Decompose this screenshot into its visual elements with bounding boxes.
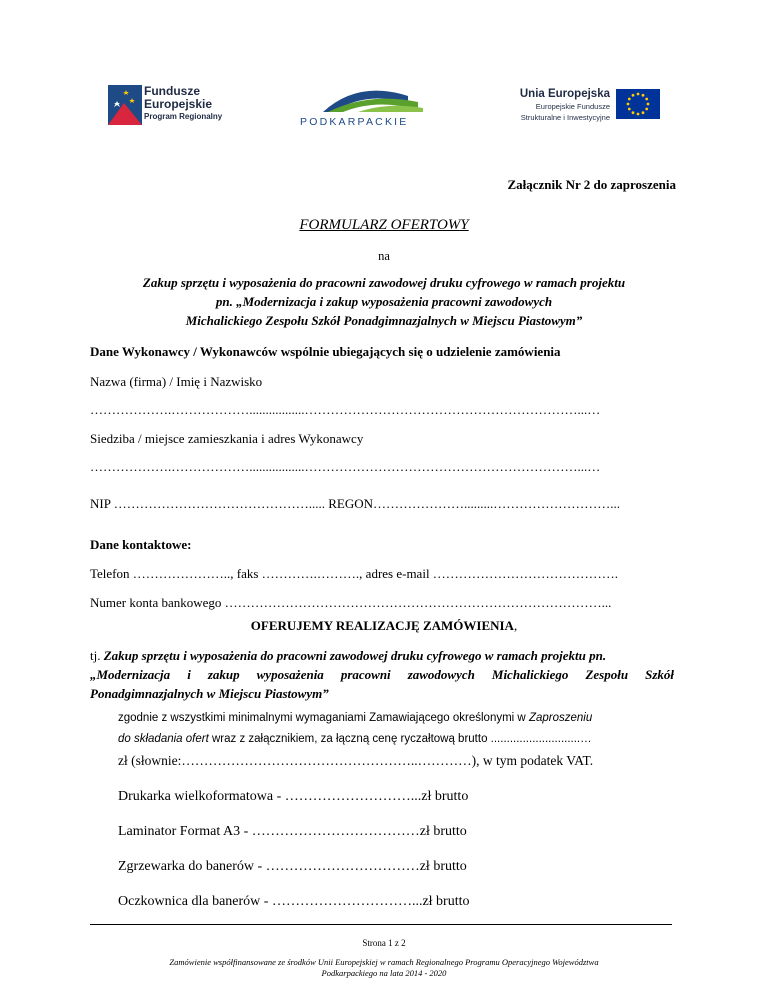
contractor-heading: Dane Wykonawcy / Wykonawców wspólnie ubiegających się o udzielenie zamówienia (90, 344, 561, 359)
subject-line-2: pn. „Modernizacja i zakup wyposażenia pracowni zawodowych (215, 294, 553, 309)
eu-flag-icon (616, 89, 660, 119)
scope-line-2: „Modernizacja i zakup wyposażenia pracowni zawodowych Michalickiego Zespołu Szkół (90, 667, 674, 682)
subject-line-1: Zakup sprzętu i wyposażenia do pracowni zawodowej druku cyfrowego w ramach projektu (142, 275, 626, 290)
form-title: FORMULARZ OFERTOWY (299, 217, 469, 233)
podkarpackie-logo (298, 82, 428, 128)
footer-rule (90, 924, 672, 925)
ue-title: Unia Europejska (519, 88, 610, 100)
name-field[interactable]: ……………….……………….................………………………………………………………...… (90, 402, 601, 417)
fe-line3: Program Regionalny (144, 112, 223, 121)
item-banner-welder[interactable]: Zgrzewarka do banerów - ……………………………zł brutto (118, 859, 467, 874)
page-number: Strona 1 z 2 (362, 938, 406, 948)
ue-sub2: Strukturalne i Inwestycyjne (520, 113, 610, 122)
na-label: na (378, 249, 390, 263)
address-label: Siedziba / miejsce zamieszkania i adres Wykonawcy (90, 431, 364, 446)
item-laminator-a3[interactable]: Laminator Format A3 - ………………………………zł brutto (118, 824, 467, 839)
phone-fax-email-field[interactable]: Telefon ………………….., faks ………….………., adres e-mail ……………………………………. (90, 566, 619, 581)
name-label: Nazwa (firma) / Imię i Nazwisko (90, 374, 263, 389)
scope-line-1: tj. Zakup sprzętu i wyposażenia do pracowni zawodowej druku cyfrowego w ramach projektu pn. (90, 648, 607, 663)
fe-flag-icon (108, 85, 142, 125)
compliance-line-2: do składania ofert wraz z załącznikiem, za łączną cenę ryczałtową brutto ............................… (118, 733, 592, 745)
item-banner-eyelet-machine[interactable]: Oczkownica dla banerów - …………………………...zł brutto (118, 894, 470, 909)
attachment-label: Załącznik Nr 2 do zaproszenia (507, 177, 676, 192)
unia-europejska-logo (494, 88, 664, 128)
price-in-words-field[interactable]: zł (słownie:……………………………………………..…………), w tym podatek VAT. (118, 753, 594, 768)
cofinance-line-1: Zamówienie współfinansowane ze środków Unii Europejskiej w ramach Regionalnego Programu Operacyjnego Województwa (169, 957, 599, 967)
offer-heading: OFERUJEMY REALIZACJĘ ZAMÓWIENIA, (250, 618, 518, 633)
cofinance-line-2: Podkarpackiego na lata 2014 - 2020 (321, 968, 447, 978)
item-large-format-printer[interactable]: Drukarka wielkoformatowa - ………………………...zł brutto (118, 789, 469, 804)
scope-line-3: Ponadgimnazjalnych w Miejscu Piastowym” (90, 686, 329, 701)
fe-line2: Europejskie (144, 97, 213, 111)
compliance-line-1: zgodnie z wszystkimi minimalnymi wymaganiami Zamawiającego określonymi w Zaproszeniu (118, 712, 593, 724)
podkarpackie-hills-icon (298, 82, 428, 116)
subject-line-3: Michalickiego Zespołu Szkół Ponadgimnazjalnych w Miejscu Piastowym” (185, 313, 583, 328)
fe-line1: Fundusze (144, 84, 200, 98)
nip-regon-field[interactable]: NIP ………………………………………..... REGON………………….........………………………... (90, 496, 620, 511)
bank-account-field[interactable]: Numer konta bankowego ……………………………………………………………………………... (90, 595, 612, 610)
ue-sub1: Europejskie Fundusze (535, 102, 610, 111)
contact-heading: Dane kontaktowe: (90, 537, 192, 552)
fundusze-europejskie-logo (108, 84, 223, 130)
podkarpackie-wordmark: PODKARPACKIE (300, 116, 409, 128)
address-field[interactable]: ……………….……………….................………………………………………………………...… (90, 459, 601, 474)
